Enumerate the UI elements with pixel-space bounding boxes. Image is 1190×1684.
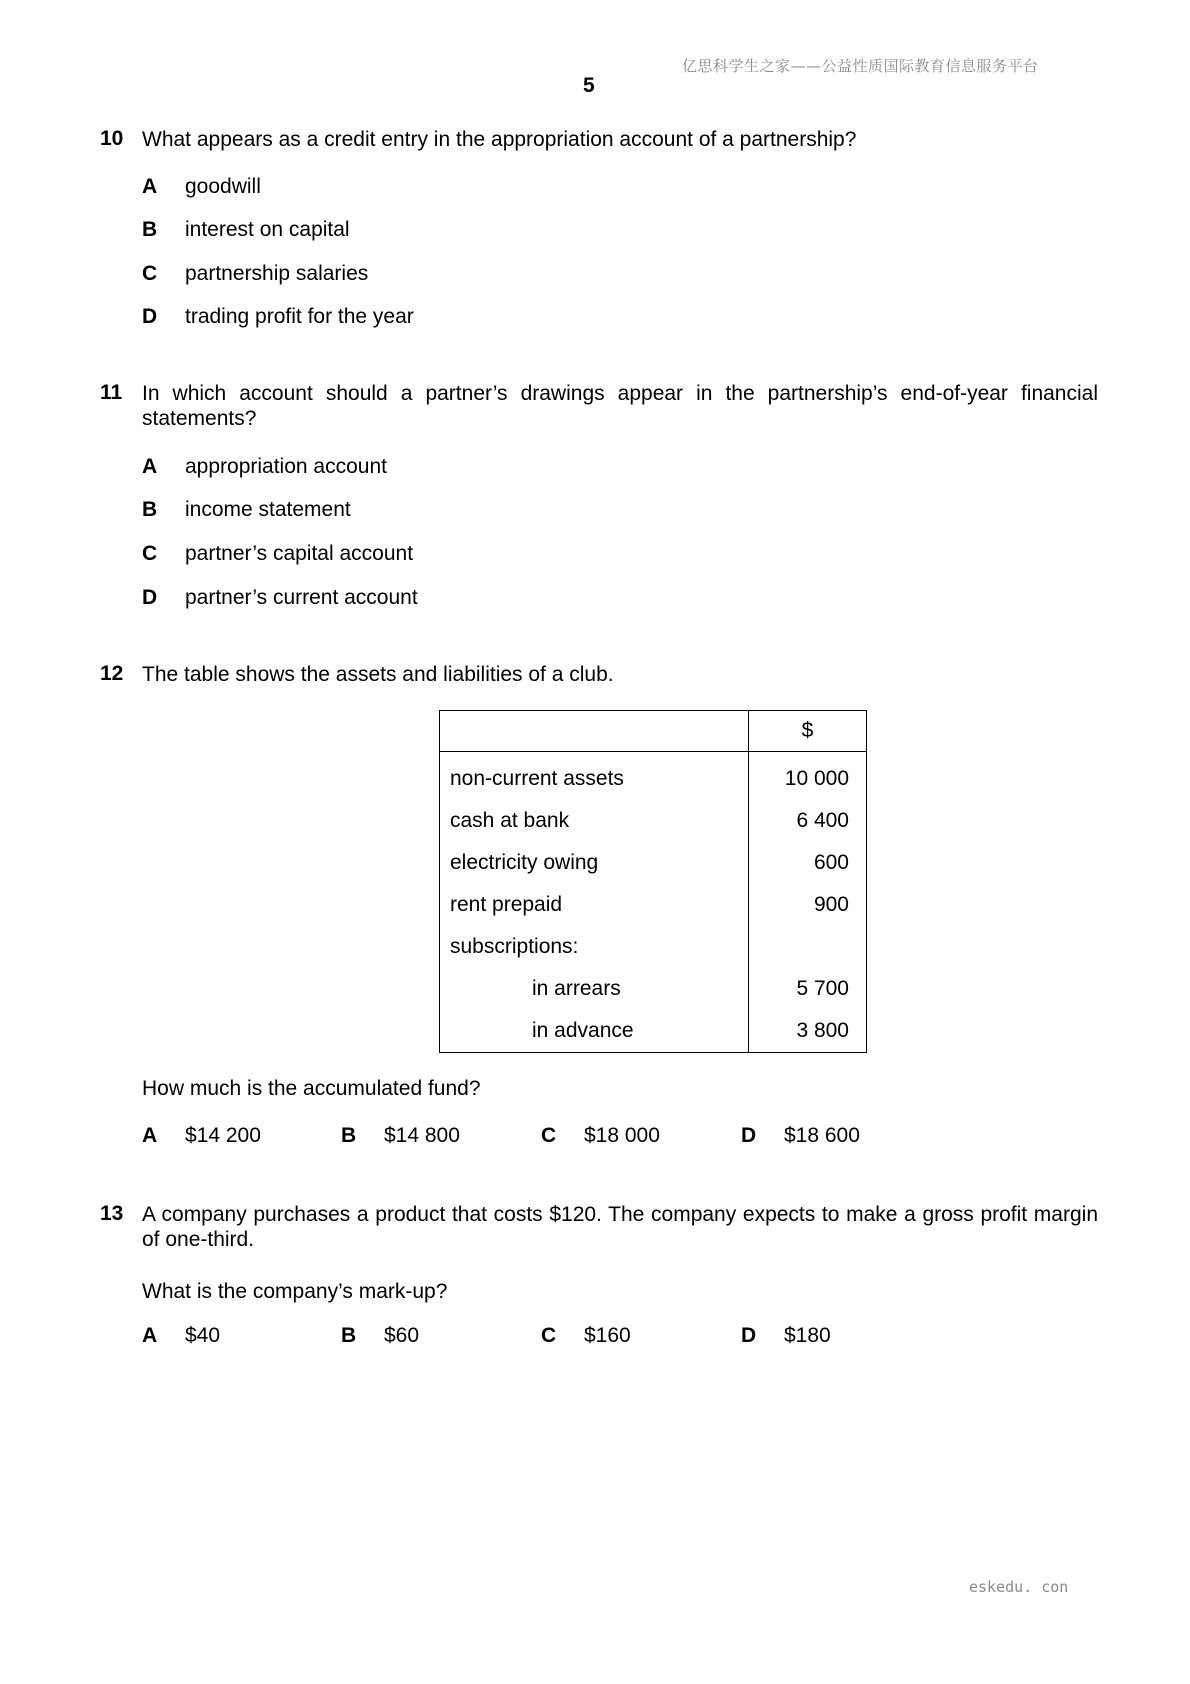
table-header-row [440, 711, 867, 752]
q10-option-d-letter: D [142, 305, 158, 328]
question-12-number: 12 [100, 662, 124, 685]
question-11-text: In which account should a partner’s drawings appear in the partnership’s end-of-year financial statements? [142, 382, 1098, 430]
question-13-text: A company purchases a product that costs $120. The company expects to make a gross profit margin of one-third. [142, 1203, 1098, 1251]
q11-option-a-letter: A [142, 455, 158, 478]
q12-option-b-text: $14 800 [384, 1124, 460, 1147]
q12-option-a-letter: A [142, 1124, 158, 1147]
table-row-value: 900 [813, 893, 849, 916]
table-row-value: 3 800 [796, 1019, 849, 1042]
q11-option-b-letter: B [142, 498, 158, 521]
q10-option-a-text: goodwill [185, 175, 261, 198]
q12-option-d-letter: D [741, 1124, 757, 1147]
table-row-label: cash at bank [440, 800, 749, 842]
table-row-label: rent prepaid [440, 884, 749, 926]
q11-option-b-text: income statement [185, 498, 351, 521]
q13-option-c-letter: C [541, 1324, 557, 1347]
q13-option-c-text: $160 [584, 1324, 631, 1347]
table-row [440, 926, 867, 968]
question-13-number: 13 [100, 1202, 124, 1225]
table-row-value [749, 926, 867, 968]
q12-option-a-text: $14 200 [185, 1124, 261, 1147]
q12-option-d-text: $18 600 [784, 1124, 860, 1147]
q13-option-b-text: $60 [384, 1324, 420, 1347]
table-row-value: 600 [813, 851, 849, 874]
footer-watermark: eskedu. con [969, 1578, 1069, 1596]
club-assets-liabilities-table [439, 710, 867, 1053]
table-row [440, 1010, 867, 1053]
q13-option-a-text: $40 [185, 1324, 221, 1347]
q10-option-c-letter: C [142, 262, 158, 285]
q13-option-d-text: $180 [784, 1324, 831, 1347]
header-watermark: 亿思科学生之家——公益性质国际教育信息服务平台 [682, 57, 1039, 75]
question-12-text: The table shows the assets and liabilities of a club. [142, 663, 614, 686]
table-row-label: in arrears [440, 968, 749, 1010]
table-row-label: non-current assets [440, 752, 749, 801]
question-10-number: 10 [100, 127, 124, 150]
table-header-currency: $ [749, 711, 867, 752]
q10-option-d-text: trading profit for the year [185, 305, 414, 328]
q11-option-c-letter: C [142, 542, 158, 565]
question-11-number: 11 [100, 381, 123, 404]
table-header-label-cell [440, 711, 749, 752]
table-row [440, 842, 867, 884]
q11-option-a-text: appropriation account [185, 455, 387, 478]
q10-option-b-text: interest on capital [185, 218, 350, 241]
q10-option-a-letter: A [142, 175, 158, 198]
table-row-value: 5 700 [796, 977, 849, 1000]
q12-option-b-letter: B [341, 1124, 357, 1147]
question-12-subquestion: How much is the accumulated fund? [142, 1077, 481, 1100]
q13-option-d-letter: D [741, 1324, 757, 1347]
q13-option-b-letter: B [341, 1324, 357, 1347]
table-row [440, 884, 867, 926]
table-row-value: 10 000 [784, 767, 849, 790]
table-row-label: electricity owing [440, 842, 749, 884]
table-row-label: in advance [440, 1010, 749, 1053]
q11-option-c-text: partner’s capital account [185, 542, 414, 565]
table-row-label: subscriptions: [440, 926, 749, 968]
table-row [440, 800, 867, 842]
question-13-subquestion: What is the company’s mark-up? [142, 1280, 448, 1303]
q12-option-c-text: $18 000 [584, 1124, 660, 1147]
table-row [440, 752, 867, 801]
q10-option-c-text: partnership salaries [185, 262, 369, 285]
page-number: 5 [583, 74, 595, 97]
q12-option-c-letter: C [541, 1124, 557, 1147]
table-row-value: 6 400 [796, 809, 849, 832]
table-row [440, 968, 867, 1010]
question-10-text: What appears as a credit entry in the appropriation account of a partnership? [142, 128, 857, 151]
q10-option-b-letter: B [142, 218, 158, 241]
q13-option-a-letter: A [142, 1324, 158, 1347]
q11-option-d-text: partner’s current account [185, 586, 418, 609]
q11-option-d-letter: D [142, 586, 158, 609]
